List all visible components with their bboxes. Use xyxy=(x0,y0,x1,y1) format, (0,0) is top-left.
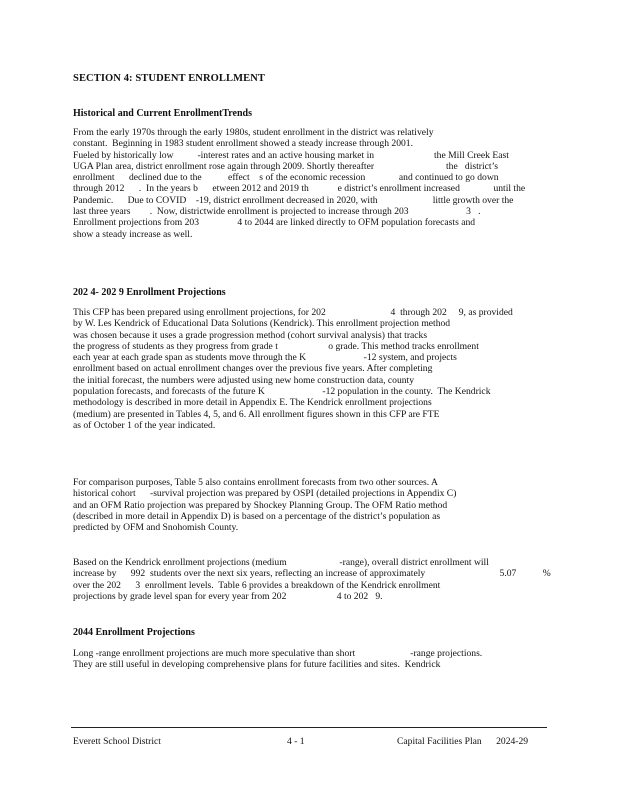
text-line: methodology is described in more detail in Appendix E. The Kendrick enrollment projections xyxy=(73,397,432,409)
text-line: (described in more detail in Appendix D) is based on a percentage of the district’s population as xyxy=(73,510,441,522)
text-line: over the 202 3 enrollment levels. Table 6 provides a breakdown of the Kendrick enrollment xyxy=(73,579,441,591)
paragraph-long-range xyxy=(73,648,548,671)
text-line: Pandemic. Due to COVID -19, district enrollment decreased in 2020, with little growth over the xyxy=(73,194,514,206)
text-line: and an OFM Ratio projection was prepared by Shockey Planning Group. The OFM Ratio method xyxy=(73,499,448,511)
text-line: UGA Plan area, district enrollment rose again through 2009. Shortly thereafter the district’s xyxy=(73,160,498,172)
text-line: Fueled by historically low -interest rates and an active housing market in the Mill Creek East xyxy=(73,149,509,161)
text-line: projections by grade level span for every year from 202 4 to 202 9. xyxy=(73,590,383,602)
footer-divider xyxy=(71,727,547,728)
paragraph-projection-method xyxy=(73,307,548,431)
text-line: For comparison purposes, Table 5 also contains enrollment forecasts from two other sources. A xyxy=(73,477,438,488)
text-line: was chosen because it uses a grade progression method (cohort survival analysis) that tracks xyxy=(73,329,428,341)
paragraph-comparison-sources xyxy=(73,477,548,533)
footer-plan-title: Capital Facilities Plan 2024-29 xyxy=(397,736,529,747)
paragraph-enrollment-increase xyxy=(73,557,551,602)
text-line: the initial forecast, the numbers were adjusted using new home construction data, county xyxy=(73,374,415,386)
text-line: Long -range enrollment projections are much more speculative than short -range projections. xyxy=(73,648,483,659)
text-line: From the early 1970s through the early 1980s, student enrollment in the district was relatively xyxy=(73,127,434,138)
text-line: through 2012 . In the years b etween 2012 and 2019 th e district’s enrollment increased until the xyxy=(73,183,526,195)
paragraph-historical-trends xyxy=(73,127,548,240)
text-line: the progress of students as they progress from grade t o grade. This method tracks enrollment xyxy=(73,340,479,352)
text-line: predicted by OFM and Snohomish County. xyxy=(73,522,239,534)
text-line: Enrollment projections from 203 4 to 2044 are linked directly to OFM population forecasts and xyxy=(73,217,476,229)
text-line: as of October 1 of the year indicated. xyxy=(73,419,216,431)
text-line: by W. Les Kendrick of Educational Data Solutions (Kendrick). This enrollment projection method xyxy=(73,318,451,330)
text-line: (medium) are presented in Tables 4, 5, and 6. All enrollment figures shown in this CFP are FTE xyxy=(73,408,440,420)
text-line: population forecasts, and forecasts of the future K -12 population in the county. The Kendrick xyxy=(73,386,491,398)
text-line: each year at each grade span as students move through the K -12 system, and projects xyxy=(73,352,457,364)
text-line: show a steady increase as well. xyxy=(73,228,193,240)
heading-2044-projections: 2044 Enrollment Projections xyxy=(73,627,195,638)
text-line: historical cohort -survival projection was prepared by OSPI (detailed projections in Appendix C) xyxy=(73,488,457,500)
text-line: This CFP has been prepared using enrollment projections, for 202 4 through 202 9, as provided xyxy=(73,307,513,318)
text-line: enrollment based on actual enrollment changes over the previous five years. After completing xyxy=(73,363,433,375)
heading-historical-trends: Historical and Current EnrollmentTrends xyxy=(73,108,252,119)
heading-enrollment-projections: 202 4- 202 9 Enrollment Projections xyxy=(73,287,226,298)
text-line: enrollment declined due to the effect s of the economic recession and continued to go down xyxy=(73,172,499,184)
text-line: They are still useful in developing comprehensive plans for future facilities and sites. Kendrick xyxy=(73,659,441,671)
footer-district-name: Everett School District xyxy=(73,736,161,747)
footer-page-number: 4 - 1 xyxy=(287,736,305,747)
text-line: last three years . Now, districtwide enrollment is projected to increase through 203 3 . xyxy=(73,206,481,218)
section-title: SECTION 4: STUDENT ENROLLMENT xyxy=(73,73,266,84)
text-line: Based on the Kendrick enrollment projections (medium -range), overall district enrollment will xyxy=(73,557,489,568)
text-line: increase by 992 students over the next six years, reflecting an increase of approximately 5.07 % xyxy=(73,568,551,580)
text-line: constant. Beginning in 1983 student enrollment showed a steady increase through 2001. xyxy=(73,138,413,150)
